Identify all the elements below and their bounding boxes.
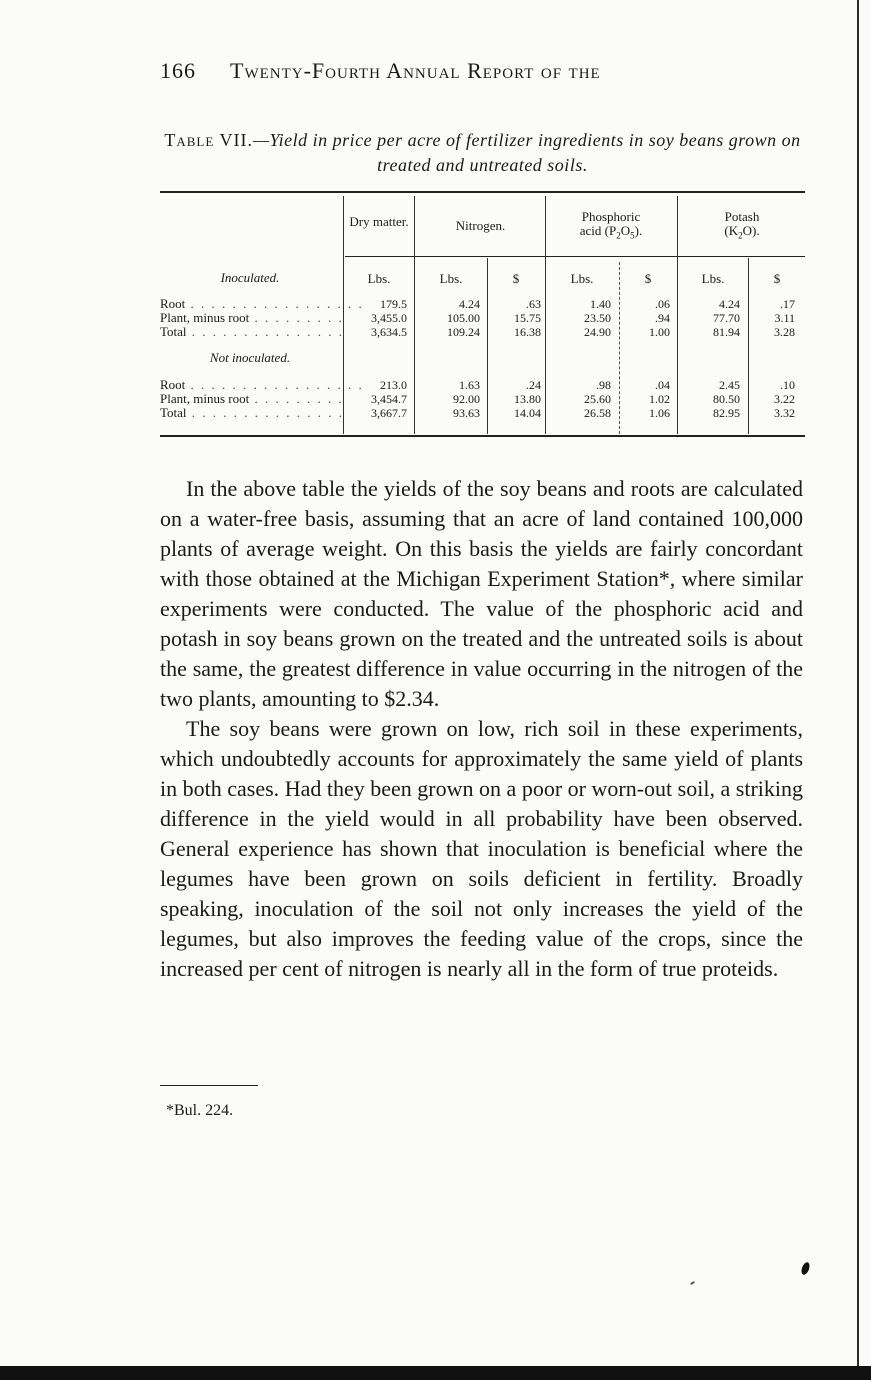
table-cell: .98: [596, 378, 611, 392]
table-cell: 77.70: [713, 311, 740, 325]
page-edge-bottom: [0, 1366, 871, 1380]
phosphoric-line1: Phosphoric: [581, 209, 641, 224]
ink-smudge: [800, 1261, 811, 1276]
table-title: —Yield in price per acre of fertilizer ingredients in soy beans grown on treated and untreated soils.: [252, 130, 801, 175]
potash-line2: (K: [724, 223, 739, 238]
phosphoric-sub: 5: [630, 230, 635, 241]
running-header: [160, 58, 800, 84]
phosphoric-close: ).: [634, 223, 643, 238]
table-cell: 26.58: [584, 406, 611, 420]
table-cell: 92.00: [453, 392, 480, 406]
table-cell: 25.60: [584, 392, 611, 406]
col-divider: [487, 258, 488, 434]
table-cell: .94: [655, 311, 670, 325]
row-leader: . . . . . . . . . . . . . . . . .: [185, 377, 364, 392]
potash-close: O).: [742, 223, 760, 238]
row-label: [160, 377, 364, 392]
table-cell: .06: [655, 297, 670, 311]
table-cell: 3.22: [774, 392, 795, 406]
row-label: [160, 296, 364, 311]
potash-sub: 2: [738, 230, 743, 241]
phosphoric-sub: 2: [616, 230, 621, 241]
table-cell: .10: [780, 378, 795, 392]
table-cell: 179.5: [380, 297, 407, 311]
col-divider: [414, 196, 415, 434]
row-label: [160, 324, 345, 339]
table-cell: 1.06: [649, 406, 670, 420]
page-edge-right: [857, 0, 859, 1380]
page-number: 166: [160, 58, 196, 83]
table-cell: 3.32: [774, 406, 795, 420]
running-title: Twenty-Fourth Annual Report of the: [230, 58, 601, 83]
table-cell: 213.0: [380, 378, 407, 392]
row-label: [160, 312, 342, 324]
col-header-dry-matter: Dry matter.: [349, 214, 409, 229]
row-label-text: Root: [160, 377, 186, 392]
table-cell: .24: [526, 378, 541, 392]
unit-lbs: Lbs.: [367, 271, 391, 286]
ink-speck: [690, 1281, 695, 1286]
phosphoric-o: O: [620, 223, 631, 238]
row-label-text: Plant, minus root: [160, 310, 250, 325]
paragraph: The soy beans were grown on low, rich soil in these experiments, which undoubtedly accounts for approximately the same yield of plants in both cases. Had they been grown on a poor or worn-out soil, a striking difference in the yield would in all probability have been observed. General experience has shown that inoculation is beneficial where the legumes have been grown on soils deficient in fertility. Broadly speaking, inoculation of the soil not only increases the yield of the legumes, but also improves the feeding value of the crops, since the increased per cent of nitrogen is nearly all in the form of true proteids.: [160, 716, 803, 981]
table-label: Table VII.: [164, 130, 253, 150]
table-cell: 93.63: [453, 406, 480, 420]
table-cell: 3,634.5: [371, 325, 407, 339]
unit-lbs: Lbs.: [439, 271, 463, 286]
unit-dollar: $: [644, 271, 652, 286]
table-cell: 3,667.7: [371, 406, 407, 420]
row-leader: . . . . . . . . .: [249, 310, 344, 325]
table-cell: 82.95: [713, 406, 740, 420]
table-top-rule: [160, 191, 805, 193]
table-cell: 80.50: [713, 392, 740, 406]
col-header-potash: [680, 210, 804, 243]
col-header-nitrogen: Nitrogen.: [455, 218, 506, 233]
table-cell: 1.63: [459, 378, 480, 392]
table-cell: 1.02: [649, 392, 670, 406]
table-cell: 1.40: [590, 297, 611, 311]
table-caption: [160, 128, 805, 178]
table-cell: 16.38: [514, 325, 541, 339]
row-leader: . . . . . . . . . . . . . . .: [186, 324, 345, 339]
table-cell: 13.80: [514, 392, 541, 406]
row-label-text: Total: [160, 324, 187, 339]
table-cell: 81.94: [713, 325, 740, 339]
table-cell: 109.24: [447, 325, 480, 339]
table-bottom-rule: [160, 435, 805, 437]
potash-line1: Potash: [724, 209, 760, 224]
paragraph: In the above table the yields of the soy beans and roots are calculated on a water-free basis, assuming that an acre of land contained 100,000 plants of average weight. On this basis the yields are fairly concordant with those obtained at the Michigan Experiment Station*, where similar experiments were conducted. The value of the phosphoric acid and potash in soy beans grown on the treated and the untreated soils is about the same, the greatest difference in value occurring in the nitrogen of the two plants, amounting to $2.34.: [160, 476, 803, 711]
table-cell: 23.50: [584, 311, 611, 325]
table-cell: 2.45: [719, 378, 740, 392]
table-cell: 1.00: [649, 325, 670, 339]
unit-dollar: $: [512, 271, 520, 286]
footnote: *Bul. 224.: [166, 1102, 234, 1119]
group-label-not-inoculated: Not inoculated.: [209, 350, 291, 365]
unit-lbs: Lbs.: [701, 271, 725, 286]
group-label-inoculated: Inoculated.: [220, 270, 280, 285]
body-text: [160, 474, 803, 984]
row-leader: . . . . . . . . .: [249, 391, 344, 406]
row-label: [160, 393, 342, 405]
table-cell: .63: [526, 297, 541, 311]
table-cell: 24.90: [584, 325, 611, 339]
table-cell: 15.75: [514, 311, 541, 325]
row-leader: . . . . . . . . . . . . . . . . .: [185, 296, 364, 311]
unit-lbs: Lbs.: [570, 271, 594, 286]
table-cell: 3.11: [774, 311, 795, 325]
table-cell: 4.24: [719, 297, 740, 311]
table-cell: .04: [655, 378, 670, 392]
footnote-rule: [160, 1085, 258, 1086]
table-cell: 4.24: [459, 297, 480, 311]
table-cell: 14.04: [514, 406, 541, 420]
unit-dollar: $: [773, 271, 781, 286]
phosphoric-line2: acid (P: [579, 223, 617, 238]
table-cell: 3,455.0: [371, 311, 407, 325]
row-label-text: Total: [160, 405, 187, 420]
table-cell: .17: [780, 297, 795, 311]
col-divider: [677, 196, 678, 434]
table-cell: 105.00: [447, 311, 480, 325]
col-divider: [748, 258, 749, 434]
col-divider: [545, 196, 546, 434]
col-header-phosphoric-acid: [548, 210, 674, 243]
row-label-text: Plant, minus root: [160, 391, 250, 406]
row-label-text: Root: [160, 296, 186, 311]
row-label: [160, 405, 345, 420]
table-cell: 3,454.7: [371, 392, 407, 406]
table-cell: 3.28: [774, 325, 795, 339]
row-leader: . . . . . . . . . . . . . . .: [186, 405, 345, 420]
